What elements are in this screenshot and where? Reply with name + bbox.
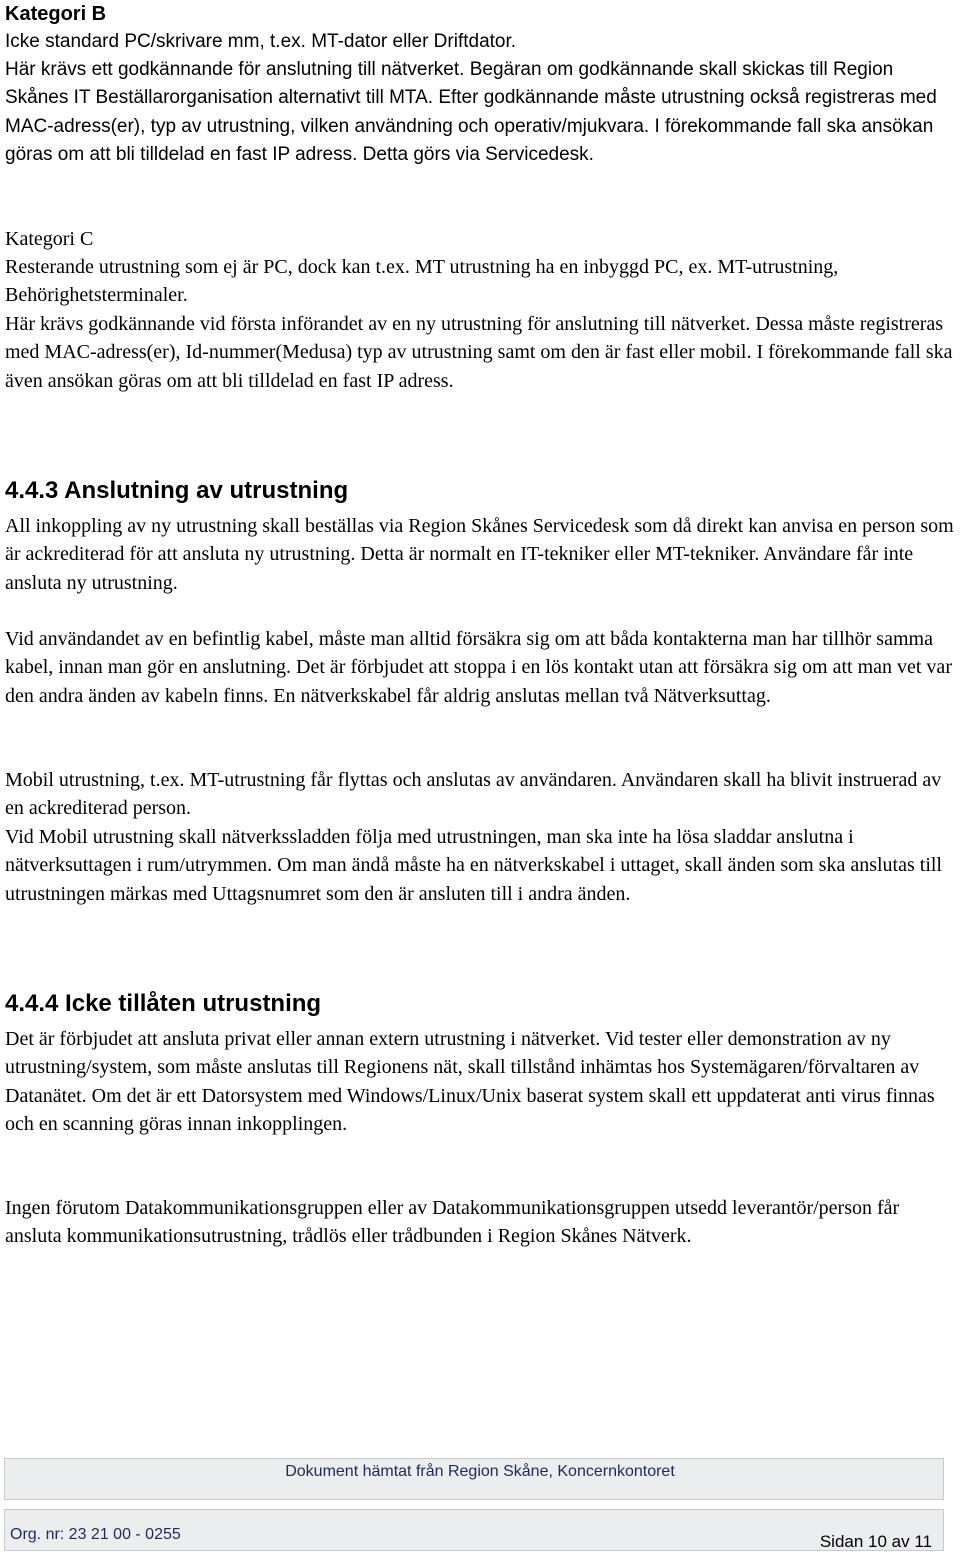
section-443-p4: Vid Mobil utrustning skall nätverkssladden följa med utrustningen, man ska inte ha lösa sladdar anslutna i nätverksuttagen i rum/utrymmen. Om man ändå måste ha en nätverkskabel i uttaget, skall änden som ska anslutas till utrustningen märkas med Uttagsnumret som den är ansluten till i andra änden. <box>5 826 942 905</box>
kategori-c-heading: Kategori C <box>5 228 94 250</box>
kategori-c-line1: Resterande utrustning som ej är PC, dock kan t.ex. MT utrustning ha en inbyggd PC, ex. MT-utrustning, Behörighetsterminaler. <box>5 256 839 307</box>
footer-source-text: Dokument hämtat från Region Skåne, Koncernkontoret <box>285 1463 675 1480</box>
section-443-heading: 4.4.3 Anslutning av utrustning <box>5 477 349 504</box>
section-443-p2: Vid användandet av en befintlig kabel, måste man alltid försäkra sig om att båda kontakterna man har tillhör samma kabel, innan man gör en anslutning. Det är förbjudet att stoppa i en lös kontakt utan att försäkra sig om att man vet var den andra änden av kabeln finns. En nätverkskabel får aldrig anslutas mellan två Nätverksuttag. <box>5 628 952 707</box>
section-444-heading: 4.4.4 Icke tillåten utrustning <box>5 990 322 1017</box>
section-443-p3: Mobil utrustning, t.ex. MT-utrustning får flyttas och anslutas av användaren. Användaren skall ha blivit instruerad av en ackrediterad person. <box>5 769 942 820</box>
kategori-b-body: Här krävs ett godkännande för anslutning till nätverket. Begäran om godkännande skall skickas till Region Skånes IT Beställarorganisation alternativt till MTA. Efter godkännande måste utrustning också registreras med MAC-adress(er), typ av utrustning, vilken användning och operativ/mjukvara. I förekommande fall ska ansökan göras om att bli tilldelad en fast IP adress. Detta görs via Servicedesk. <box>5 59 937 165</box>
kategori-c-body: Här krävs godkännande vid första införandet av en ny utrustning för anslutning till nätverket. Dessa måste registreras med MAC-adress(er), Id-nummer(Medusa) typ av utrustning samt om den är fast eller mobil. I förekommande fall ska även ansökan göras om att bli tilldelad en fast IP adress. <box>5 313 953 392</box>
section-444-p1: Det är förbjudet att ansluta privat eller annan extern utrustning i nätverket. Vid tester eller demonstration av ny utrustning/system, som måste anslutas till Regionens nät, skall tillstånd inhämtas hos Systemägaren/förvaltaren av Datanätet. Om det är ett Datorsystem med Windows/Linux/Unix baserat system skall ett uppdaterat anti virus finnas och en scanning göras innan inkopplingen. <box>5 1028 935 1135</box>
kategori-b-line1: Icke standard PC/skrivare mm, t.ex. MT-dator eller Driftdator. <box>5 31 517 52</box>
section-444-p2: Ingen förutom Datakommunikationsgruppen eller av Datakommunikationsgruppen utsedd leverantör/person får ansluta kommunikationsutrustning, trådlös eller trådbunden i Region Skånes Nätverk. <box>5 1197 900 1248</box>
page-number: Sidan 10 av 11 <box>819 1532 932 1551</box>
footer-org-number: Org. nr: 23 21 00 - 0255 <box>10 1526 181 1543</box>
section-443-p1: All inkoppling av ny utrustning skall beställas via Region Skånes Servicedesk som då direkt kan anvisa en person som är ackrediterad för att ansluta ny utrustning. Detta är normalt en IT-tekniker eller MT-tekniker. Användare får inte ansluta ny utrustning. <box>5 515 954 594</box>
kategori-b-heading: Kategori B <box>5 3 107 25</box>
